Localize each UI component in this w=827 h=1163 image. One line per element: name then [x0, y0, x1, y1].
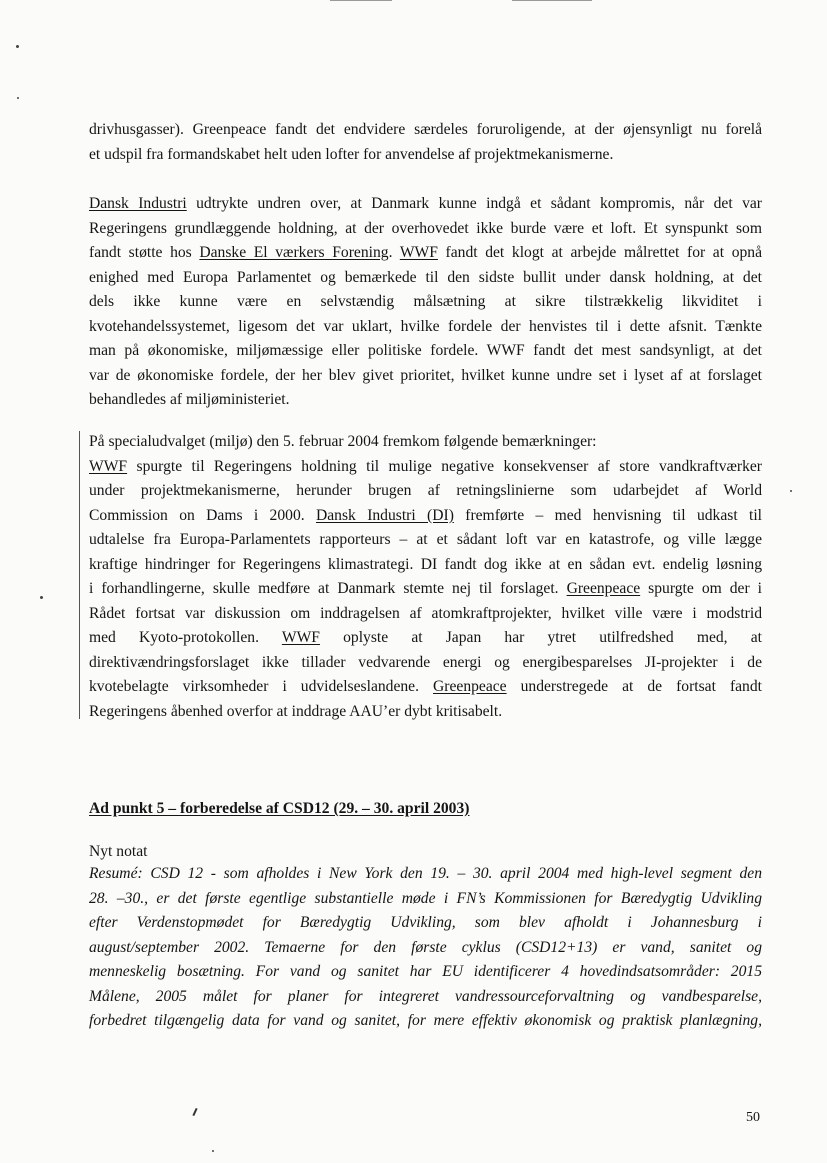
paragraph-2-line: dels ikke kunne være en selvstændig målsætning at sikre tilstrækkelig likviditet i	[89, 293, 762, 310]
scan-mark	[192, 1108, 197, 1116]
paragraph-2-line: enighed med Europa Parlamentet og bemærkede til den sidste bullit under dansk holdning, at det	[89, 268, 762, 286]
resume-line: Resumé: CSD 12 - som afholdes i New York den 19. – 30. april 2004 med high-level segment den	[89, 865, 762, 882]
top-rule-right	[512, 0, 592, 1]
resume-line: august/september 2002. Temaerne for den første cyklus (CSD12+13) er vand, sanitet og	[89, 938, 762, 956]
scan-speck	[17, 97, 19, 99]
paragraph-1	[89, 118, 762, 167]
paragraph-3-line: direktivændringsforslaget ikke tillader vedvarende energi og energibesparelses JI-projekter i de	[89, 653, 762, 671]
resume-line: efter Verdenstopmødet for Bæredygtig Udvikling, som blev afholdt i Johannesburg i	[89, 914, 762, 931]
link-dansk-industri[interactable]: Dansk Industri	[89, 195, 187, 212]
paragraph-2-line: man på økonomiske, miljømæssige eller politiske fordele. WWF fandt det mest sandsynligt, at det	[89, 342, 762, 359]
paragraph-3-line: Commission on Dams i 2000. Dansk Industri (DI) fremførte – med henvisning til udkast til	[89, 506, 763, 524]
paragraph-3-line: Regeringens åbenhed overfor at inddrage AAU’er dybt kritisabelt.	[89, 702, 503, 720]
paragraph-3-line: under projektmekanismerne, herunder brugen af retningslinierne som udarbejdet af World	[89, 482, 762, 499]
paragraph-3	[89, 430, 762, 724]
resume-line: Målene, 2005 målet for planer for integreret vandressourceforvaltning og vandbesparelse,	[89, 987, 762, 1005]
paragraph-3-line: i forhandlingerne, skulle medføre at Danmark stemte nej til forslaget. Greenpeace spurgte om der i	[89, 580, 763, 597]
link-dansk-industri-di[interactable]: Dansk Industri (DI)	[316, 506, 454, 524]
paragraph-3-line: kraftige hindringer for Regeringens klimastrategi. DI fandt dog ikke at en sådan evt. endelig løsning	[89, 555, 762, 573]
resume-paragraph	[89, 862, 762, 1034]
resume-line: forbedret tilgængelig data for vand og sanitet, for mere effektiv økonomisk og praktisk planlægning,	[89, 1012, 762, 1029]
scan-speck	[212, 1150, 214, 1152]
paragraph-2-line: Regeringens grundlæggende holdning, at der overhovedet ikke burde være et loft. Et synspunkt som	[89, 219, 762, 237]
link-danske-el-vaerkers-forening[interactable]: Danske El værkers Forening	[199, 244, 389, 261]
paragraph-3-line: WWF spurgte til Regeringens holdning til mulige negative konsekvenser af store vandkraftværker	[89, 457, 762, 475]
top-rule-left	[330, 0, 392, 1]
paragraph-2-line: var de økonomiske fordele, der her blev givet prioritet, hvilket kunne undre set i lyset af at forslaget	[89, 366, 762, 384]
paragraph-3-line: Rådet fortsat var diskussion om inddragelsen af atomkraftprojekter, hvilket ville være i modstrid	[89, 604, 762, 622]
link-greenpeace[interactable]: Greenpeace	[433, 678, 507, 695]
paragraph-1-line: et udspil fra formandskabet helt uden lofter for anvendelse af projektmekanismerne.	[89, 145, 614, 163]
resume-line: 28. –30., er det første egentlige substantielle møde i FN’s Kommissionen for Bæredygtig Udvikling	[89, 889, 762, 907]
paragraph-2-line: Dansk Industri udtrykte undren over, at Danmark kunne indgå et sådant kompromis, når det var	[89, 195, 762, 212]
paragraph-1-line: drivhusgasser). Greenpeace fandt det endvidere særdeles foruroligende, at der øjensynligt nu forelå	[89, 121, 762, 138]
paragraph-2	[89, 192, 762, 413]
resume-line: menneskelig bosætning. For vand og sanitet har EU identificerer 4 hovedindsatsområder: 2015	[89, 963, 762, 980]
paragraph-2-line: fandt støtte hos Danske El værkers Forening. WWF fandt det klogt at arbejde målrettet for at opnå	[89, 244, 763, 261]
link-wwf[interactable]: WWF	[89, 457, 128, 475]
paragraph-2-line: behandledes af miljøministeriet.	[89, 391, 290, 408]
scan-speck	[16, 45, 19, 48]
paragraph-3-line: med Kyoto-protokollen. WWF oplyste at Japan har ytret utilfredshed med, at	[89, 629, 762, 646]
note-label: Nyt notat	[89, 843, 148, 860]
change-bar	[79, 431, 80, 719]
link-wwf[interactable]: WWF	[281, 629, 320, 646]
paragraph-3-line: kvotebelagte virksomheder i udvidelseslandene. Greenpeace understregede at de fortsat fandt	[89, 678, 762, 695]
link-wwf[interactable]: WWF	[399, 244, 438, 261]
section-heading: Ad punkt 5 – forberedelse af CSD12 (29. – 30. april 2003)	[89, 800, 470, 817]
paragraph-2-line: kvotehandelssystemet, ligesom det var uklart, hvilke fordele der henvistes til i dette afsnit. Tænkte	[89, 317, 762, 335]
paragraph-3-line: udtalelse fra Europa-Parlamentets rapporteurs – at et sådant loft var en katastrofe, og ville lægge	[89, 531, 762, 548]
paragraph-3-line: På specialudvalget (miljø) den 5. februar 2004 fremkom følgende bemærkninger:	[89, 433, 597, 450]
page-number: 50	[746, 1110, 760, 1125]
link-greenpeace[interactable]: Greenpeace	[566, 580, 641, 597]
scan-speck	[40, 596, 43, 599]
scan-speck	[790, 490, 792, 492]
